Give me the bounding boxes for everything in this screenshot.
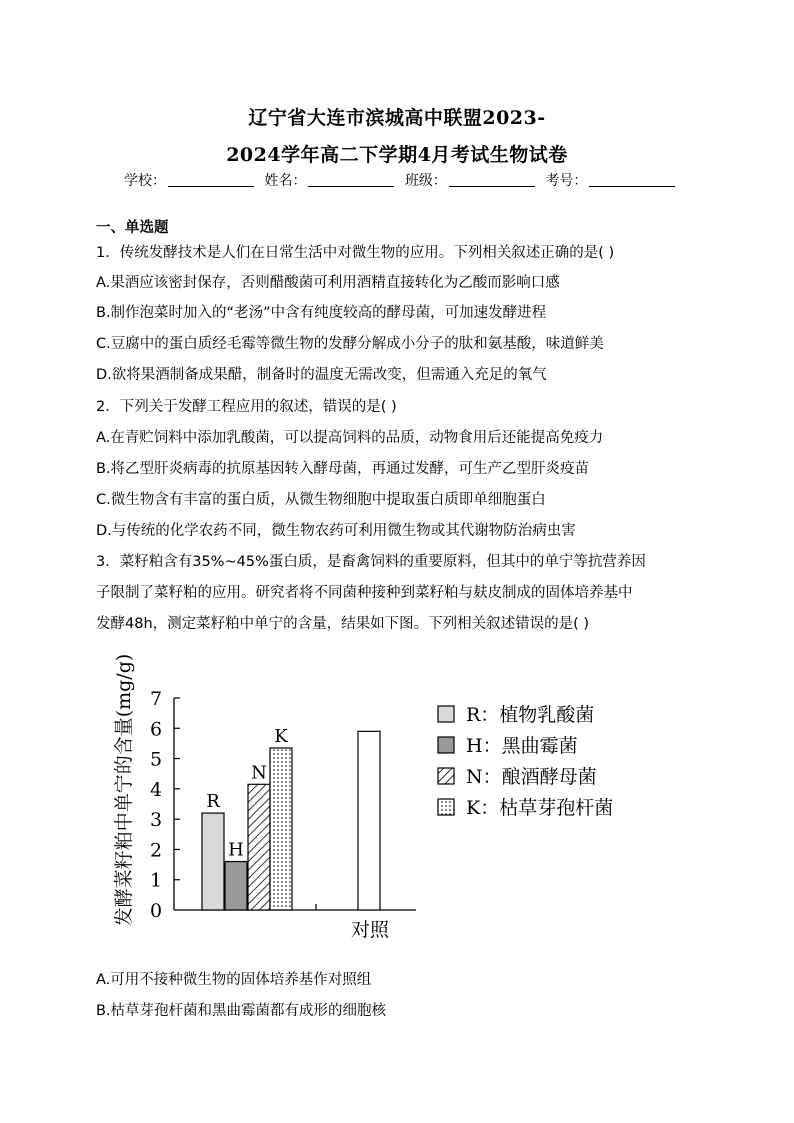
plot-area: [150, 688, 416, 941]
q1-option-b: B.制作泡菜时加入的“老汤”中含有纯度较高的酵母菌，可加速发酵进程: [96, 305, 547, 321]
legend-entry-H: H：黑曲霉菌: [466, 735, 578, 757]
exam-number-blank[interactable]: [589, 172, 675, 187]
bar-对照: [358, 731, 380, 910]
y-tick-label: 2: [149, 839, 163, 862]
class-field[interactable]: [405, 170, 535, 190]
section-title: 一、单选题: [96, 220, 169, 236]
class-label: 班级：: [404, 173, 447, 189]
bar-K: [270, 748, 292, 910]
q3-option-a: A.可用不接种微生物的固体培养基作对照组: [96, 972, 372, 988]
legend-swatch-H: [438, 737, 454, 753]
name-field[interactable]: [264, 170, 394, 190]
student-info-row: [124, 170, 681, 190]
bar-label-N: N: [251, 762, 267, 784]
tannin-bar-chart: [96, 640, 696, 960]
exam-number-label: 考号：: [545, 173, 588, 189]
bar-label-R: R: [206, 791, 220, 813]
legend-entry-N: N：酿酒酵母菌: [466, 766, 597, 788]
school-label: 学校：: [124, 173, 166, 189]
chart-legend: [438, 704, 613, 819]
x-tick-label: 对照: [350, 919, 390, 941]
q3-option-b: B.枯草芽孢杆菌和黑曲霉菌都有成形的细胞核: [96, 1003, 387, 1019]
q3-stem-line-3: 发酵48h，测定菜籽粕中单宁的含量，结果如下图。下列相关叙述错误的是( ): [96, 616, 590, 632]
q1-option-c: C.豆腐中的蛋白质经毛霉等微生物的发酵分解成小分子的肽和氨基酸，味道鲜美: [96, 336, 604, 352]
y-axis-label: 发酵菜籽粕中单宁的含量(mg/g): [113, 653, 135, 927]
q2-option-b: B.将乙型肝炎病毒的抗原基因转入酵母菌，再通过发酵，可生产乙型肝炎疫苗: [96, 461, 590, 477]
y-tick-label: 3: [149, 809, 163, 832]
name-blank[interactable]: [308, 172, 394, 187]
title-line-1: 辽宁省大连市滨城高中联盟2023-: [248, 107, 546, 129]
bar-label-K: K: [274, 725, 288, 747]
q1-option-a: A.果酒应该密封保存，否则醋酸菌可利用酒精直接转化为乙酸而影响口感: [96, 275, 560, 291]
bar-label-H: H: [228, 839, 244, 861]
legend-entry-R: R：植物乳酸菌: [466, 704, 595, 726]
y-tick-label: 1: [149, 869, 163, 892]
title-line-2: 2024学年高二下学期4月考试生物试卷: [226, 144, 568, 166]
name-label: 姓名：: [264, 173, 307, 189]
bar-H: [225, 862, 247, 910]
legend-swatch-K: [438, 799, 454, 815]
q2-option-a: A.在青贮饲料中添加乳酸菌，可以提高饲料的品质，动物食用后还能提高免疫力: [96, 430, 604, 446]
y-tick-label: 6: [149, 718, 163, 741]
bar-R: [202, 813, 224, 910]
q2-option-c: C.微生物含有丰富的蛋白质，从微生物细胞中提取蛋白质即单细胞蛋白: [96, 492, 546, 508]
bar-N: [248, 784, 270, 910]
q2-option-d: D.与传统的化学农药不同，微生物农药可利用微生物或其代谢物防治病虫害: [96, 523, 576, 539]
y-tick-label: 4: [149, 778, 163, 801]
q3-stem-line-2: 子限制了菜籽粕的应用。研究者将不同菌种接种到菜籽粕与麸皮制成的固体培养基中: [96, 585, 633, 601]
q3-stem-line-1: 3．菜籽粕含有35%~45%蛋白质，是畜禽饲料的重要原料，但其中的单宁等抗营养因: [96, 554, 646, 570]
legend-swatch-N: [438, 768, 454, 784]
y-tick-label: 0: [149, 900, 163, 922]
school-blank[interactable]: [168, 172, 254, 187]
q1-option-d: D.欲将果酒制备成果醋，制备时的温度无需改变，但需通入充足的氧气: [96, 367, 547, 383]
y-tick-label: 5: [149, 748, 163, 771]
q1-stem: 1．传统发酵技术是人们在日常生活中对微生物的应用。下列相关叙述正确的是( ): [96, 245, 615, 261]
legend-entry-K: K：枯草芽孢杆菌: [466, 797, 614, 819]
school-field[interactable]: [124, 170, 254, 190]
legend-swatch-R: [438, 706, 454, 722]
exam-number-field[interactable]: [545, 170, 675, 190]
class-blank[interactable]: [449, 172, 535, 187]
q2-stem: 2．下列关于发酵工程应用的叙述，错误的是( ): [96, 399, 397, 415]
y-tick-label: 7: [149, 688, 163, 710]
